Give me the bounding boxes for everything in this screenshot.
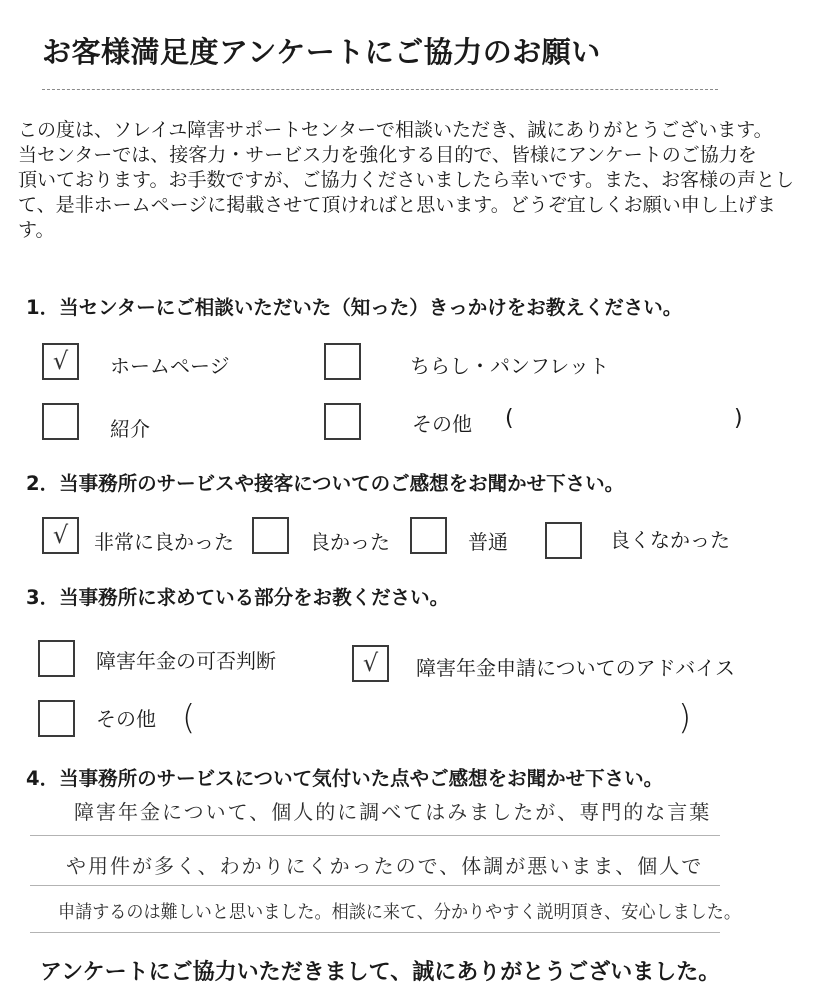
q2-option-label: 普通 xyxy=(468,530,508,554)
q1-heading: 1．当センターにご相談いただいた（知った）きっかけをお教えください。 xyxy=(26,296,683,319)
page-title: お客様満足度アンケートにご協力のお願い xyxy=(42,35,601,69)
footer-thanks: アンケートにご協力いただきまして、誠にありがとうございました。 xyxy=(40,960,721,985)
answer-rule xyxy=(30,885,720,886)
intro-line: す。 xyxy=(18,219,55,241)
q4-heading: 4．当事務所のサービスについて気付いた点やご感想をお聞かせ下さい。 xyxy=(26,767,664,790)
q4-answer-line: 障害年金について、個人的に調べてはみましたが、専門的な言葉 xyxy=(74,800,712,824)
intro-line: 当センターでは、接客力・サービス力を強化する目的で、皆様にアンケートのご協力を xyxy=(18,144,757,166)
q3-option-label: 障害年金の可否判断 xyxy=(96,649,276,673)
q3-other-paren-open: ( xyxy=(182,698,196,738)
q3-option-label: その他 xyxy=(96,707,156,731)
q3-checkbox-other[interactable] xyxy=(38,700,75,737)
q2-checkbox-very-good[interactable] xyxy=(42,517,79,554)
check-mark-icon: √ xyxy=(52,347,69,375)
q1-checkbox-other[interactable] xyxy=(324,403,361,440)
answer-rule xyxy=(30,835,720,836)
q3-other-paren-close: ) xyxy=(678,698,692,738)
q3-checkbox-advice[interactable] xyxy=(352,645,389,682)
q4-answer-line: や用件が多く、わかりにくかったので、体調が悪いまま、個人で xyxy=(66,854,704,878)
q2-checkbox-good[interactable] xyxy=(252,517,289,554)
q1-option-label: 紹介 xyxy=(110,417,150,441)
intro-line: この度は、ソレイユ障害サポートセンターで相談いただき、誠にありがとうございます。 xyxy=(18,119,773,141)
intro-line: て、是非ホームページに掲載させて頂ければと思います。どうぞ宜しくお願い申し上げま xyxy=(18,194,776,216)
check-mark-icon: √ xyxy=(362,649,379,677)
title-divider xyxy=(42,89,718,90)
q1-checkbox-referral[interactable] xyxy=(42,403,79,440)
q1-option-label: ちらし・パンフレット xyxy=(410,354,609,378)
check-mark-icon: √ xyxy=(52,521,69,549)
q1-option-label: その他 xyxy=(412,412,472,436)
q4-answer-line: 申請するのは難しいと思いました。相談に来て、分かりやすく説明頂き、安心しました。 xyxy=(58,902,741,923)
intro-line: 頂いております。お手数ですが、ご協力くださいましたら幸いです。また、お客様の声とし xyxy=(18,169,794,191)
answer-rule xyxy=(30,932,720,933)
q1-other-paren-open: ( xyxy=(505,406,514,431)
q2-checkbox-normal[interactable] xyxy=(410,517,447,554)
q3-heading: 3．当事務所に求めている部分をお教ください。 xyxy=(26,586,450,609)
q2-checkbox-not-good[interactable] xyxy=(545,522,582,559)
q1-option-label: ホームページ xyxy=(110,354,230,378)
q2-heading: 2．当事務所のサービスや接客についてのご感想をお聞かせ下さい。 xyxy=(26,472,625,495)
q1-checkbox-flyer[interactable] xyxy=(324,343,361,380)
q2-option-label: 非常に良かった xyxy=(94,530,234,554)
q3-checkbox-eligibility[interactable] xyxy=(38,640,75,677)
q3-option-label: 障害年金申請についてのアドバイス xyxy=(416,656,735,680)
q1-checkbox-homepage[interactable] xyxy=(42,343,79,380)
intro-paragraph xyxy=(18,118,794,243)
q2-option-label: 良かった xyxy=(310,530,390,554)
q2-option-label: 良くなかった xyxy=(610,528,730,552)
q1-other-paren-close: ) xyxy=(734,406,743,431)
